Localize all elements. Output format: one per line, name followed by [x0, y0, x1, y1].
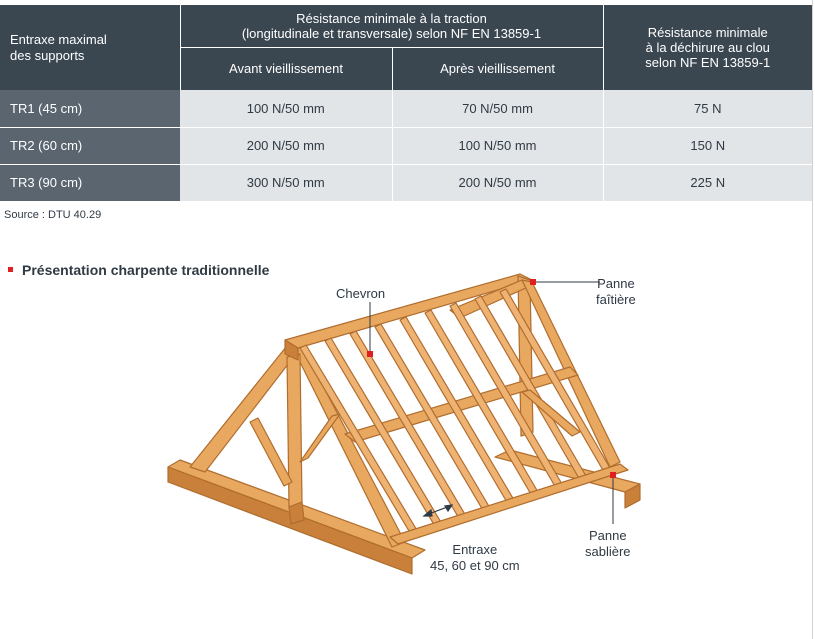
row-label: TR1 (45 cm)	[0, 90, 180, 127]
roof-frame-illustration	[168, 274, 640, 574]
label-entraxe-line1: Entraxe	[452, 542, 498, 557]
label-faitiere-line2: faîtière	[596, 292, 636, 307]
cell-after: 70 N/50 mm	[392, 90, 603, 127]
label-entraxe	[430, 542, 520, 574]
header-before-aging: Avant vieillissement	[180, 47, 392, 90]
header-after-aging: Après vieillissement	[392, 47, 603, 90]
cell-tear: 75 N	[603, 90, 812, 127]
label-sabliere-line1: Panne	[588, 528, 627, 543]
source-note: Source : DTU 40.29	[4, 209, 102, 221]
label-faitiere-line1: Panne	[597, 276, 635, 291]
bullet-icon	[8, 267, 13, 272]
label-panne-faitiere	[596, 276, 636, 308]
cell-tear: 225 N	[603, 164, 812, 201]
resistance-table	[0, 5, 812, 202]
table-row	[0, 164, 812, 201]
row-label: TR2 (60 cm)	[0, 127, 180, 164]
cell-after: 100 N/50 mm	[392, 127, 603, 164]
label-sabliere-line2: sablière	[585, 544, 631, 559]
cell-tear: 150 N	[603, 127, 812, 164]
table-row	[0, 90, 812, 127]
cell-before: 300 N/50 mm	[180, 164, 392, 201]
header-tear: Résistance minimale à la déchirure au clou selon NF EN 13859-1	[603, 5, 812, 90]
table-row	[0, 127, 812, 164]
header-entraxe: Entraxe maximal des supports	[0, 5, 180, 90]
label-chevron: Chevron	[336, 286, 386, 301]
row-label: TR3 (90 cm)	[0, 164, 180, 201]
label-entraxe-line2: 45, 60 et 90 cm	[430, 558, 520, 573]
cell-before: 100 N/50 mm	[180, 90, 392, 127]
label-panne-sabliere	[585, 528, 631, 560]
section-title-text: Présentation charpente traditionnelle	[22, 262, 270, 278]
header-traction-group: Résistance minimale à la traction (longitudinale et transversale) selon NF EN 13859-1	[180, 5, 603, 47]
cell-before: 200 N/50 mm	[180, 127, 392, 164]
page-edge-divider	[812, 0, 813, 639]
cell-after: 200 N/50 mm	[392, 164, 603, 201]
